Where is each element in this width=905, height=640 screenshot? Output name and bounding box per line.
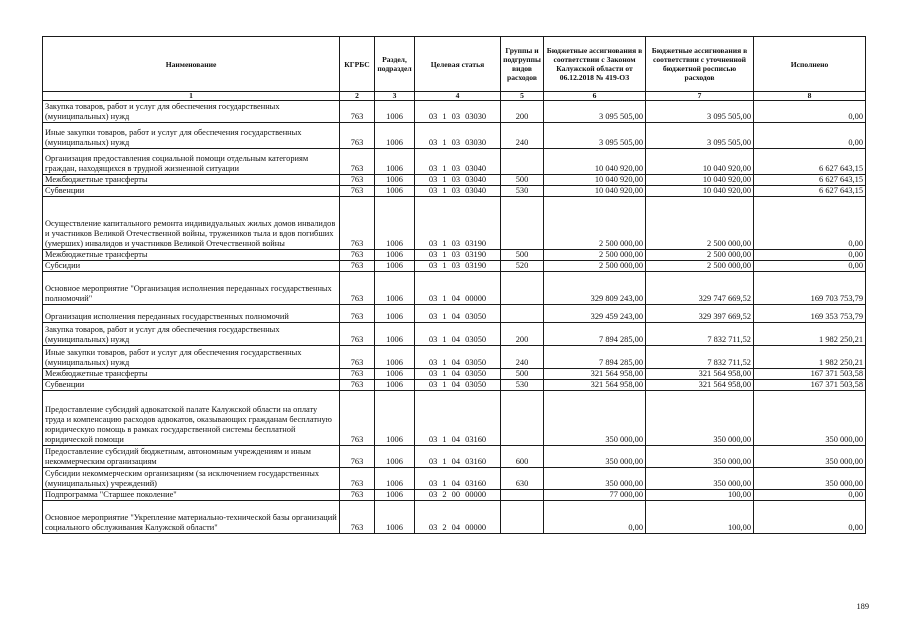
- cell-group: 240: [501, 346, 544, 369]
- column-number: 4: [415, 92, 501, 101]
- cell-target: 03 2 00 00000: [415, 490, 501, 501]
- cell-done-amount: 0,00: [754, 501, 866, 534]
- cell-done-amount: 6 627 643,15: [754, 175, 866, 186]
- table-row: [43, 391, 866, 446]
- cell-name: Закупка товаров, работ и услуг для обеспечения государственных (муниципальных) нужд: [43, 323, 340, 346]
- table-row: [43, 369, 866, 380]
- cell-law-amount: 2 500 000,00: [544, 197, 646, 250]
- cell-group: [501, 391, 544, 446]
- cell-group: 500: [501, 250, 544, 261]
- cell-roll-amount: 350 000,00: [646, 391, 754, 446]
- cell-law-amount: 3 095 505,00: [544, 123, 646, 149]
- col-name-header: Наименование: [43, 37, 340, 92]
- cell-law-amount: 77 000,00: [544, 490, 646, 501]
- cell-section: 1006: [375, 186, 415, 197]
- cell-group: 200: [501, 101, 544, 123]
- cell-name: Субвенции: [43, 380, 340, 391]
- col-group-header: Группы и подгруппы видов расходов: [501, 37, 544, 92]
- column-number: 1: [43, 92, 340, 101]
- col-section-header: Раздел, подраздел: [375, 37, 415, 92]
- cell-roll-amount: 2 500 000,00: [646, 250, 754, 261]
- cell-name: Основное мероприятие "Укрепление материально-технической базы организаций социального обслуживания Калужской области": [43, 501, 340, 534]
- cell-law-amount: 7 894 285,00: [544, 323, 646, 346]
- cell-roll-amount: 100,00: [646, 501, 754, 534]
- cell-target: 03 1 04 03050: [415, 323, 501, 346]
- cell-name: Закупка товаров, работ и услуг для обеспечения государственных (муниципальных) нужд: [43, 101, 340, 123]
- cell-target: 03 1 03 03030: [415, 123, 501, 149]
- cell-section: 1006: [375, 101, 415, 123]
- cell-kgrbs: 763: [340, 261, 375, 272]
- cell-section: 1006: [375, 272, 415, 305]
- cell-group: 500: [501, 369, 544, 380]
- cell-kgrbs: 763: [340, 175, 375, 186]
- cell-target: 03 1 03 03040: [415, 175, 501, 186]
- table-row: [43, 175, 866, 186]
- cell-roll-amount: 321 564 958,00: [646, 380, 754, 391]
- cell-law-amount: 321 564 958,00: [544, 369, 646, 380]
- column-number: 7: [646, 92, 754, 101]
- cell-target: 03 1 04 03160: [415, 391, 501, 446]
- cell-kgrbs: 763: [340, 380, 375, 391]
- cell-roll-amount: 3 095 505,00: [646, 101, 754, 123]
- cell-done-amount: 350 000,00: [754, 446, 866, 468]
- table-row: [43, 101, 866, 123]
- cell-done-amount: 167 371 503,58: [754, 380, 866, 391]
- cell-law-amount: 7 894 285,00: [544, 346, 646, 369]
- cell-kgrbs: 763: [340, 197, 375, 250]
- cell-roll-amount: 329 397 669,52: [646, 305, 754, 323]
- cell-law-amount: 10 040 920,00: [544, 149, 646, 175]
- cell-done-amount: 6 627 643,15: [754, 186, 866, 197]
- cell-roll-amount: 100,00: [646, 490, 754, 501]
- cell-law-amount: 329 809 243,00: [544, 272, 646, 305]
- cell-done-amount: 169 353 753,79: [754, 305, 866, 323]
- cell-target: 03 1 03 03190: [415, 197, 501, 250]
- page-number: 189: [856, 602, 869, 611]
- column-number-row: [43, 92, 866, 101]
- column-number: 3: [375, 92, 415, 101]
- cell-roll-amount: 321 564 958,00: [646, 369, 754, 380]
- cell-name: Иные закупки товаров, работ и услуг для обеспечения государственных (муниципальных) нужд: [43, 346, 340, 369]
- cell-roll-amount: 10 040 920,00: [646, 186, 754, 197]
- cell-kgrbs: 763: [340, 250, 375, 261]
- cell-target: 03 1 04 03050: [415, 346, 501, 369]
- cell-group: 530: [501, 186, 544, 197]
- table-row: [43, 261, 866, 272]
- table-row: [43, 501, 866, 534]
- cell-done-amount: 1 982 250,21: [754, 346, 866, 369]
- table-row: [43, 272, 866, 305]
- cell-roll-amount: 2 500 000,00: [646, 197, 754, 250]
- cell-target: 03 1 04 00000: [415, 272, 501, 305]
- cell-section: 1006: [375, 490, 415, 501]
- cell-section: 1006: [375, 501, 415, 534]
- table-body: [43, 101, 866, 534]
- cell-target: 03 1 04 03050: [415, 369, 501, 380]
- cell-done-amount: 0,00: [754, 261, 866, 272]
- cell-name: Межбюджетные трансферты: [43, 175, 340, 186]
- cell-name: Субвенции: [43, 186, 340, 197]
- cell-group: 600: [501, 446, 544, 468]
- cell-section: 1006: [375, 468, 415, 490]
- col-done-header: Исполнено: [754, 37, 866, 92]
- cell-section: 1006: [375, 197, 415, 250]
- col-roll-header: Бюджетные ассигнования в соответствии с уточненной бюджетной росписью расходов: [646, 37, 754, 92]
- column-number: 5: [501, 92, 544, 101]
- cell-roll-amount: 7 832 711,52: [646, 346, 754, 369]
- cell-name: Субсидии: [43, 261, 340, 272]
- cell-section: 1006: [375, 446, 415, 468]
- cell-done-amount: 1 982 250,21: [754, 323, 866, 346]
- cell-target: 03 1 03 03040: [415, 186, 501, 197]
- cell-section: 1006: [375, 305, 415, 323]
- col-target-header: Целевая статья: [415, 37, 501, 92]
- cell-target: 03 2 04 00000: [415, 501, 501, 534]
- cell-name: Иные закупки товаров, работ и услуг для обеспечения государственных (муниципальных) нужд: [43, 123, 340, 149]
- table-row: [43, 323, 866, 346]
- header-row: [43, 37, 866, 92]
- cell-name: Межбюджетные трансферты: [43, 250, 340, 261]
- cell-name: Организация исполнения переданных государственных полномочий: [43, 305, 340, 323]
- cell-roll-amount: 7 832 711,52: [646, 323, 754, 346]
- cell-name: Субсидии некоммерческим организациям (за исключением государственных (муниципальных) учреждений): [43, 468, 340, 490]
- cell-name: Подпрограмма "Старшее поколение": [43, 490, 340, 501]
- table-row: [43, 186, 866, 197]
- cell-law-amount: 350 000,00: [544, 391, 646, 446]
- cell-name: Предоставление субсидий адвокатской палате Калужской области на оплату труда и компенсацию расходов адвокатов, оказывающих гражданам бесплатную юридическую помощь в рамках государственной системы бесплатной юридической помощи: [43, 391, 340, 446]
- cell-section: 1006: [375, 149, 415, 175]
- cell-section: 1006: [375, 250, 415, 261]
- cell-kgrbs: 763: [340, 186, 375, 197]
- cell-roll-amount: 10 040 920,00: [646, 175, 754, 186]
- cell-group: 530: [501, 380, 544, 391]
- cell-kgrbs: 763: [340, 149, 375, 175]
- cell-done-amount: 350 000,00: [754, 468, 866, 490]
- cell-name: Организация предоставления социальной помощи отдельным категориям граждан, находящихся в трудной жизненной ситуации: [43, 149, 340, 175]
- cell-law-amount: 2 500 000,00: [544, 250, 646, 261]
- table-row: [43, 346, 866, 369]
- cell-done-amount: 0,00: [754, 490, 866, 501]
- cell-law-amount: 10 040 920,00: [544, 175, 646, 186]
- cell-law-amount: 3 095 505,00: [544, 101, 646, 123]
- cell-law-amount: 0,00: [544, 501, 646, 534]
- cell-group: 500: [501, 175, 544, 186]
- budget-table: [42, 36, 866, 534]
- cell-law-amount: 350 000,00: [544, 468, 646, 490]
- cell-group: [501, 305, 544, 323]
- col-law-header: Бюджетные ассигнования в соответствии с Законом Калужской области от 06.12.2018 № 419-ОЗ: [544, 37, 646, 92]
- cell-roll-amount: 329 747 669,52: [646, 272, 754, 305]
- cell-section: 1006: [375, 391, 415, 446]
- cell-law-amount: 329 459 243,00: [544, 305, 646, 323]
- cell-law-amount: 321 564 958,00: [544, 380, 646, 391]
- cell-section: 1006: [375, 323, 415, 346]
- cell-kgrbs: 763: [340, 323, 375, 346]
- cell-target: 03 1 03 03190: [415, 250, 501, 261]
- cell-done-amount: 0,00: [754, 197, 866, 250]
- cell-kgrbs: 763: [340, 123, 375, 149]
- cell-kgrbs: 763: [340, 490, 375, 501]
- cell-kgrbs: 763: [340, 468, 375, 490]
- table-row: [43, 123, 866, 149]
- table-row: [43, 305, 866, 323]
- cell-target: 03 1 03 03040: [415, 149, 501, 175]
- cell-law-amount: 10 040 920,00: [544, 186, 646, 197]
- column-number: 8: [754, 92, 866, 101]
- column-number: 6: [544, 92, 646, 101]
- table-row: [43, 490, 866, 501]
- cell-section: 1006: [375, 380, 415, 391]
- cell-done-amount: 0,00: [754, 250, 866, 261]
- cell-kgrbs: 763: [340, 446, 375, 468]
- budget-execution-sheet: [42, 36, 865, 534]
- cell-roll-amount: 3 095 505,00: [646, 123, 754, 149]
- cell-group: 630: [501, 468, 544, 490]
- cell-target: 03 1 04 03160: [415, 446, 501, 468]
- cell-kgrbs: 763: [340, 346, 375, 369]
- cell-name: Межбюджетные трансферты: [43, 369, 340, 380]
- cell-target: 03 1 04 03050: [415, 380, 501, 391]
- table-row: [43, 149, 866, 175]
- cell-done-amount: 167 371 503,58: [754, 369, 866, 380]
- cell-section: 1006: [375, 369, 415, 380]
- cell-section: 1006: [375, 261, 415, 272]
- cell-group: [501, 501, 544, 534]
- cell-name: Предоставление субсидий бюджетным, автономным учреждениям и иным некоммерческим организациям: [43, 446, 340, 468]
- cell-name: Основное мероприятие "Организация исполнения переданных государственных полномочий": [43, 272, 340, 305]
- table-row: [43, 250, 866, 261]
- table-header: [43, 37, 866, 101]
- table-row: [43, 468, 866, 490]
- table-row: [43, 197, 866, 250]
- cell-target: 03 1 04 03160: [415, 468, 501, 490]
- table-row: [43, 446, 866, 468]
- cell-group: [501, 149, 544, 175]
- cell-target: 03 1 04 03050: [415, 305, 501, 323]
- cell-kgrbs: 763: [340, 501, 375, 534]
- cell-roll-amount: 350 000,00: [646, 468, 754, 490]
- cell-group: [501, 197, 544, 250]
- cell-kgrbs: 763: [340, 391, 375, 446]
- column-number: 2: [340, 92, 375, 101]
- cell-kgrbs: 763: [340, 272, 375, 305]
- cell-target: 03 1 03 03190: [415, 261, 501, 272]
- cell-kgrbs: 763: [340, 369, 375, 380]
- cell-group: 240: [501, 123, 544, 149]
- cell-roll-amount: 2 500 000,00: [646, 261, 754, 272]
- cell-group: [501, 272, 544, 305]
- cell-done-amount: 350 000,00: [754, 391, 866, 446]
- cell-done-amount: 6 627 643,15: [754, 149, 866, 175]
- cell-kgrbs: 763: [340, 101, 375, 123]
- cell-name: Осуществление капитального ремонта индивидуальных жилых домов инвалидов и участников Великой Отечественной войны, тружеников тыла и вдов погибших (умерших) инвалидов и участников Великой Отечественной войны: [43, 197, 340, 250]
- cell-kgrbs: 763: [340, 305, 375, 323]
- cell-section: 1006: [375, 175, 415, 186]
- cell-section: 1006: [375, 346, 415, 369]
- col-kgrbs-header: КГРБС: [340, 37, 375, 92]
- cell-roll-amount: 350 000,00: [646, 446, 754, 468]
- cell-done-amount: 169 703 753,79: [754, 272, 866, 305]
- cell-group: 200: [501, 323, 544, 346]
- cell-done-amount: 0,00: [754, 123, 866, 149]
- cell-roll-amount: 10 040 920,00: [646, 149, 754, 175]
- cell-group: [501, 490, 544, 501]
- cell-group: 520: [501, 261, 544, 272]
- cell-section: 1006: [375, 123, 415, 149]
- cell-law-amount: 350 000,00: [544, 446, 646, 468]
- cell-done-amount: 0,00: [754, 101, 866, 123]
- table-row: [43, 380, 866, 391]
- cell-target: 03 1 03 03030: [415, 101, 501, 123]
- cell-law-amount: 2 500 000,00: [544, 261, 646, 272]
